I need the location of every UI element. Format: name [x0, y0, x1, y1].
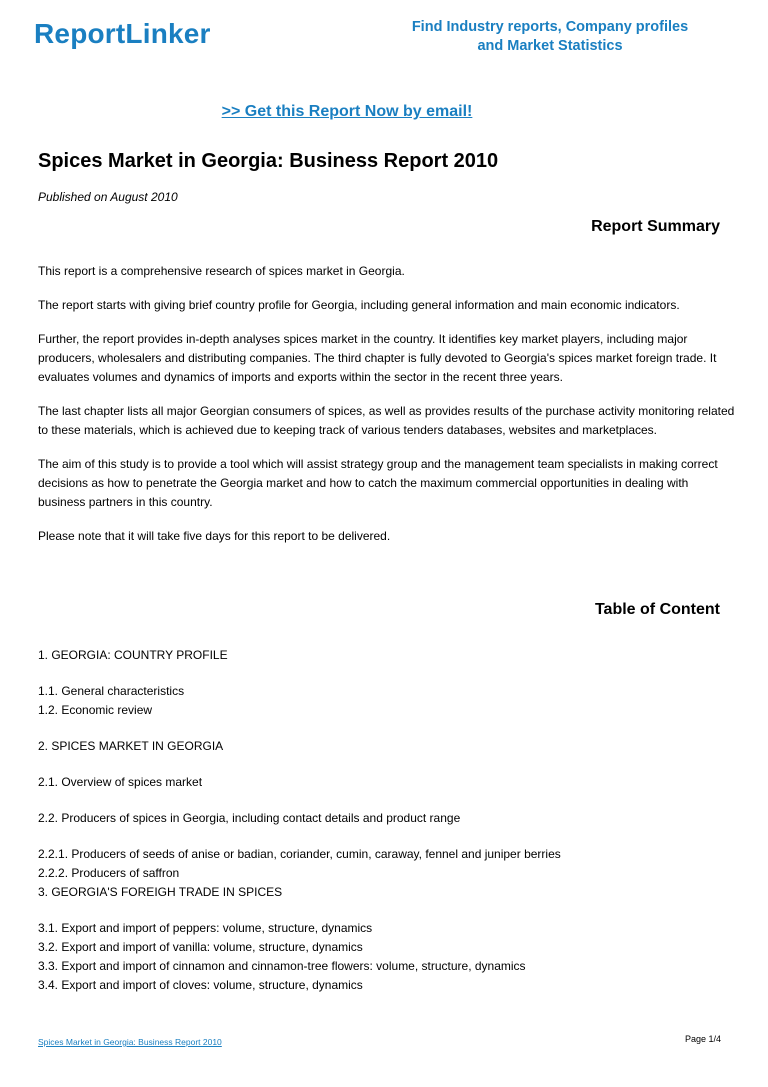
- table-of-content-heading: Table of Content: [594, 601, 720, 618]
- toc-item: 1. GEORGIA: COUNTRY PROFILE: [38, 648, 228, 662]
- toc-item: 3. GEORGIA'S FOREIGH TRADE IN SPICES: [38, 885, 283, 899]
- toc-item: 2.2.2. Producers of saffron: [38, 866, 180, 880]
- published-date: Published on August 2010: [38, 190, 178, 204]
- summary-paragraph: The report starts with giving brief country profile for Georgia, including general information and main economic indicators.: [38, 298, 680, 312]
- toc-item: 1.1. General characteristics: [38, 684, 185, 698]
- table-of-content-list: [38, 646, 738, 995]
- report-summary-heading: Report Summary: [591, 218, 720, 235]
- toc-item: 3.3. Export and import of cinnamon and cinnamon-tree flowers: volume, structure, dynamics: [38, 959, 526, 973]
- summary-paragraph: The aim of this study is to provide a tool which will assist strategy group and the management team specialists in making correct decisions as how to penetrate the Georgia market and how to catch the maximum commercial opportunities in dealing with business partners in this country.: [38, 457, 718, 509]
- get-report-link[interactable]: [0, 103, 768, 121]
- report-summary-body: [38, 262, 738, 561]
- get-report-link-text[interactable]: >> Get this Report Now by email!: [221, 103, 473, 120]
- summary-paragraph: This report is a comprehensive research of spices market in Georgia.: [38, 264, 405, 278]
- toc-item: 3.4. Export and import of cloves: volume, structure, dynamics: [38, 978, 363, 992]
- summary-paragraph: Please note that it will take five days for this report to be delivered.: [38, 529, 391, 543]
- toc-item: 1.2. Economic review: [38, 703, 153, 717]
- tagline-line-1: Find Industry reports, Company profiles: [411, 19, 689, 35]
- footer-report-link[interactable]: Spices Market in Georgia: Business Report 2010: [38, 1037, 222, 1047]
- toc-item: 3.2. Export and import of vanilla: volume, structure, dynamics: [38, 940, 363, 954]
- summary-paragraph: Further, the report provides in-depth analyses spices market in the country. It identifies key market players, including major producers, wholesalers and distributing companies. The third chapter is fully devoted to Georgia's spices market foreign trade. It evaluates volumes and dynamics of imports and exports within the sector in the recent three years.: [38, 332, 717, 384]
- page-number: Page 1/4: [684, 1034, 721, 1044]
- toc-item: 2.2.1. Producers of seeds of anise or badian, coriander, cumin, caraway, fennel and juniper berries: [38, 847, 561, 861]
- tagline-line-2: and Market Statistics: [477, 38, 623, 54]
- toc-item: 2.2. Producers of spices in Georgia, including contact details and product range: [38, 811, 461, 825]
- report-title: Spices Market in Georgia: Business Report 2010: [38, 150, 499, 172]
- toc-item: 2.1. Overview of spices market: [38, 775, 203, 789]
- reportlinker-logo[interactable]: ReportLinker: [34, 18, 211, 49]
- summary-paragraph: The last chapter lists all major Georgian consumers of spices, as well as provides results of the purchase activity monitoring related to these materials, which is achieved due to keeping track of various tenders databases, websites and marketplaces.: [38, 404, 735, 437]
- header-tagline: [385, 18, 715, 56]
- toc-item: 2. SPICES MARKET IN GEORGIA: [38, 739, 224, 753]
- toc-item: 3.1. Export and import of peppers: volume, structure, dynamics: [38, 921, 373, 935]
